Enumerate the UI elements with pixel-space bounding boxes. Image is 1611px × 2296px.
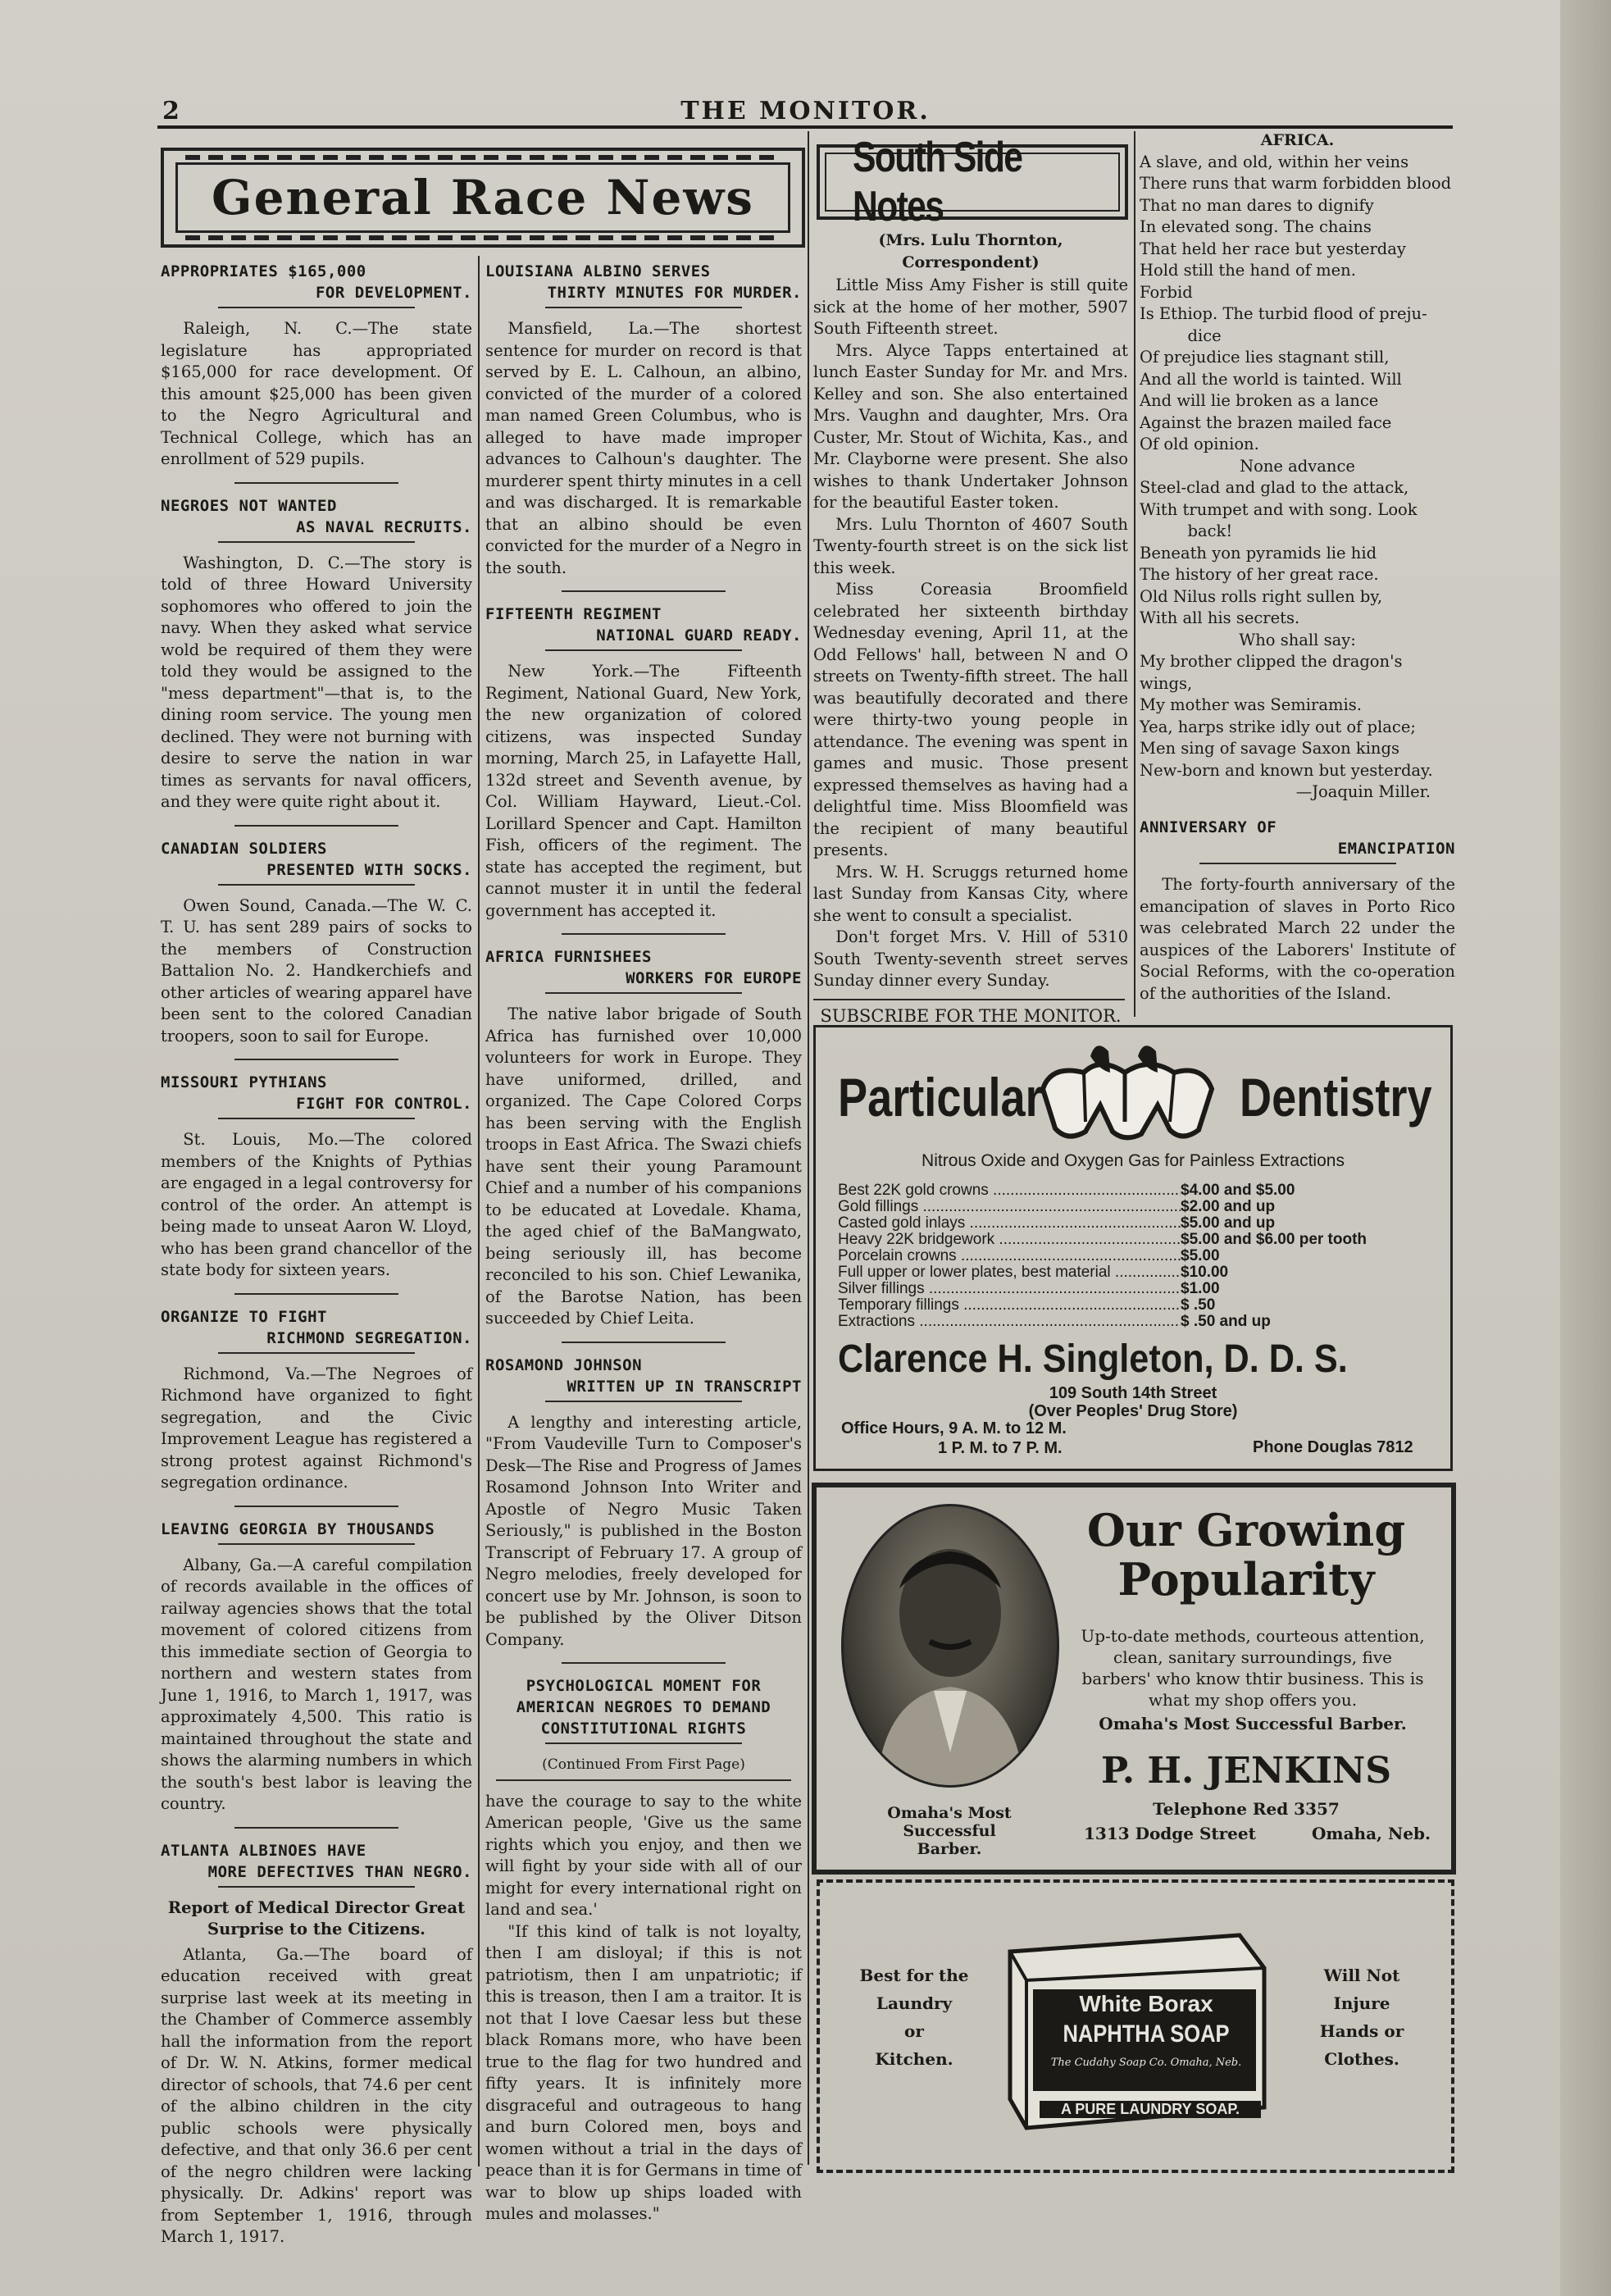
poem-line: Beneath yon pyramids lie hid — [1140, 543, 1377, 563]
headline-line-2: RICHMOND SEGREGATION. — [266, 1328, 472, 1347]
continued-rule — [496, 1779, 791, 1781]
column-rule-3 — [1134, 131, 1135, 1017]
price-row — [838, 1182, 1428, 1199]
headline-rule — [545, 307, 742, 308]
headline-line-2: THIRTY MINUTES FOR MURDER. — [547, 284, 802, 302]
banner-border-bottom — [185, 235, 780, 240]
price-item: Best 22K gold crowns ..... — [838, 1182, 1181, 1199]
article-paragraph: have the courage to say to the white American people, 'Give us the same rights which you enjoy, and then we will fight by your side with all of our might for every international right on land and sea.' — [485, 1791, 802, 1919]
poem-line: None advance — [1240, 456, 1355, 476]
headline-line-2: MORE DEFECTIVES THAN NEGRO. — [207, 1862, 472, 1881]
headline-line-1: ROSAMOND JOHNSON — [485, 1355, 643, 1374]
article-separator — [562, 933, 726, 935]
anniversary-article — [1140, 812, 1455, 1004]
barber-headline: Our Growing Popularity — [1086, 1504, 1406, 1606]
poem-line: —Joaquin Miller. — [1295, 782, 1431, 801]
soap-box — [994, 1919, 1281, 2140]
price-value: $5.00 — [1181, 1247, 1220, 1264]
poem-line: There runs that warm forbidden blood — [1140, 174, 1452, 193]
soap-ad-line: Laundry — [876, 1993, 953, 2013]
price-row — [838, 1199, 1428, 1215]
headline-rule — [218, 1543, 415, 1545]
article-headline — [485, 946, 802, 989]
poem-line: dice — [1187, 326, 1222, 345]
headline-line-1: LOUISIANA ALBINO SERVES — [485, 262, 711, 280]
price-item: Silver fillings ..... — [838, 1281, 1181, 1297]
poem-africa — [1140, 130, 1455, 804]
poem-line: With trumpet and with song. Look — [1140, 499, 1418, 519]
price-row — [838, 1232, 1428, 1248]
poem-title: AFRICA. — [1260, 131, 1335, 149]
poem-line: Steel-clad and glad to the attack, — [1140, 478, 1409, 497]
poem-line: With all his secrets. — [1140, 608, 1300, 627]
price-value: $1.00 — [1181, 1280, 1220, 1297]
price-value: $4.00 and $5.00 — [1181, 1182, 1295, 1199]
column-rule-2 — [808, 131, 809, 2165]
soap-ad-left-text — [844, 1961, 984, 2073]
headline-rule — [1199, 863, 1396, 864]
poem-line: And all the world is tainted. Will — [1140, 369, 1402, 389]
barber-city: Omaha, Neb. — [1312, 1824, 1431, 1843]
headline-rule — [218, 307, 415, 308]
price-item: Casted gold inlays ..... — [838, 1215, 1181, 1232]
headline-rule — [545, 649, 742, 651]
poem-line: A slave, and old, within her veins — [1140, 152, 1409, 171]
south-side-note: Miss Coreasia Broomfield celebrated her sixteenth birthday Wednesday evening, April 11, at the Odd Fellows' hall, between N and O streets on Twenty-fifth street. The hall was beautifully decorated and there were thirty-two young people in attendance. The evening was spent in games and music. Those present expressed themselves as having had a delightful time. Miss Bloomfield was the recipient of many beautiful presents. — [813, 580, 1128, 859]
article-headline — [161, 495, 472, 538]
poem-line: Who shall say: — [1239, 630, 1356, 649]
dentist-hours: Office Hours, 9 A. M. to 12 M. 1 P. M. to 7 P. M. — [841, 1419, 1067, 1457]
banner-border-top — [185, 155, 780, 160]
south-side-notes-inner — [825, 134, 1120, 230]
article-paragraph: The native labor brigade of South Africa has furnished over 10,000 volunteers for work in Europe. They have uniformed, drilled, and organized. The Cape Colored Corps has been serving with the English troops in East Africa. The Swazi chiefs have sent their young Paramount Chief and a number of his companions to be educated at Lovedale. Khama, the aged chief of the BaMangwato, being seriously ill, has become reconciled to his son. Chief Lewanika, of the Barotse Nation, has been succeeded by Chief Leita. — [485, 1004, 802, 1328]
price-row — [838, 1314, 1428, 1330]
article-paragraph: Albany, Ga.—A careful compilation of records available in the offices of railway agencies shows that the total movement of colored citizens from this immediate section of Georgia to northern and western states from June 1, 1916, to March 1, 1917, was approximately 4,500. This ratio is maintained throughout the state and shows the alarming numbers in which the south's best labor is leaving the country. — [161, 1555, 472, 1813]
article-headline — [161, 1306, 472, 1349]
headline-line-2: NATIONAL GUARD READY. — [596, 626, 802, 645]
price-row — [838, 1264, 1428, 1281]
south-side-note: Mrs. Alyce Tapps entertained at lunch Easter Sunday for Mr. and Mrs. Kelley and son. She also entertained Mrs. Vaughn and daughter, Mrs. Ora Custer, Mr. Stout of Wichita, Kas., and Mr. Clayborne were present. She also wishes to thank Undertaker Johnson for the beautiful Easter token. — [813, 340, 1128, 512]
price-item: Gold fillings ..... — [838, 1199, 1181, 1215]
page-edge-shadow — [1560, 0, 1611, 2296]
headline-line-2: PRESENTED WITH SOCKS. — [266, 860, 472, 879]
south-side-notes-box — [817, 134, 1128, 230]
article-paragraph: New York.—The Fifteenth Regiment, National Guard, New York, the new organization of colored citizens, was inspected Sunday morning, March 25, in Lafayette Hall, 132d street and Seventh avenue, by Col. William Hayward, Lieut.-Col. Lorillard Spencer and Capt. Hamilton Fish, officers of the regiment. The state has accepted the regiment, but cannot muster it in until the federal government has accepted it. — [485, 662, 802, 920]
news-column-2 — [485, 256, 802, 2225]
article-paragraph: "If this kind of talk is not loyalty, then I am disloyal; if this is not patriotism, then I am unpatriotic; if this is treason, then I am a traitor. It is not that I love Caesar less but these black Romans more, who have been true to the flag for two hundred and fifty years. It is infinitely more disgraceful and outrageous to hang and burn Colored men, boys and women without a trial in the days of peace than it is for Germans in time of war to blow up ships loaded with mules and molasses." — [485, 1921, 802, 2223]
barber-portrait — [841, 1504, 1059, 1788]
dentistry-price-list — [838, 1182, 1428, 1330]
south-side-byline: (Mrs. Lulu Thornton, Correspondent) — [878, 231, 1063, 271]
article-separator — [234, 825, 398, 827]
soap-ad-line: or — [904, 2021, 924, 2041]
price-row — [838, 1297, 1428, 1314]
headline-rule — [218, 541, 415, 543]
teeth-icon — [1035, 1040, 1220, 1146]
poem-line: And will lie broken as a lance — [1140, 391, 1379, 410]
banner-inner — [175, 162, 790, 233]
barber-body: Up-to-date methods, courteous attention, clean, sanitary surroundings, five barbers' who know thtir business. This is what my shop offers you. — [1081, 1626, 1425, 1710]
article-paragraph: Owen Sound, Canada.—The W. C. T. U. has sent 289 pairs of socks to the members of Construction Battalion No. 2. Handkerchiefs and other articles of wearing apparel have been sent to the colored Canadian troopers, soon to sail for Europe. — [161, 895, 472, 1046]
price-value: $ .50 and up — [1181, 1313, 1271, 1330]
masthead-rule — [157, 125, 1453, 129]
portrait-caption: Omaha's Most Successful Barber. — [887, 1804, 1012, 1858]
headline-line-2: WORKERS FOR EUROPE — [626, 969, 802, 987]
article-paragraph: Atlanta, Ga.—The board of education received with great surprise last week at its meeting in the Chamber of Commerce assembly hall the information from the report of Dr. W. N. Atkins, former medical director of schools, that 74.6 per cent of the albino children in the city public schools were physically defective, and that only 36.6 per cent of the negro children were lacking physically. Dr. Adkins' report was from September 1, 1916, through March 1, 1917. — [161, 1944, 472, 2246]
headline-line-2: FIGHT FOR CONTROL. — [296, 1095, 472, 1113]
soap-band: A PURE LAUNDRY SOAP. — [1040, 2101, 1261, 2118]
anniversary-body: The forty-fourth anniversary of the emancipation of slaves in Porto Rico was celebrated March 22 under the auspices of the Laborers' Institute of Social Reforms, with the co-operation of the authorities of the Island. — [1140, 875, 1455, 1003]
poem-line: My mother was Semiramis. — [1140, 695, 1362, 714]
headline-line-1: PSYCHOLOGICAL MOMENT FOR — [526, 1677, 762, 1695]
price-item: Extractions ..... — [838, 1314, 1181, 1330]
article-headline — [485, 261, 802, 303]
poem-line: Old Nilus rolls right sullen by, — [1140, 586, 1383, 606]
article-separator — [234, 482, 398, 484]
poem-line: Yea, harps strike idly out of place; — [1140, 717, 1416, 736]
article-separator — [234, 1059, 398, 1060]
price-item: Porcelain crowns ..... — [838, 1248, 1181, 1264]
dentistry-title-left: Particular — [838, 1067, 1043, 1128]
headline-line-1: ORGANIZE TO FIGHT — [161, 1307, 327, 1326]
article-paragraph: Raleigh, N. C.—The state legislature has appropriated $165,000 for race development. Of this amount $25,000 has been given to the Negro Agricultural and Technical College, which has an enrollment of 529 pupils. — [161, 319, 472, 468]
page-number: 2 — [162, 97, 180, 125]
soap-ad-line: Injure — [1333, 1993, 1390, 2013]
article-separator — [562, 1342, 726, 1343]
soap-ad-line: Will Not — [1323, 1966, 1400, 1985]
south-side-note: Don't forget Mrs. V. Hill of 5310 South Twenty-seventh street serves Sunday dinner every Sunday. — [813, 927, 1128, 990]
headline-line-2: AMERICAN NEGROES TO DEMAND CONSTITUTIONAL RIGHTS — [516, 1698, 771, 1738]
dentist-name: Clarence H. Singleton, D. D. S. — [838, 1337, 1348, 1381]
headline-line-1: AFRICA FURNISHEES — [485, 948, 652, 966]
poem-line: Hold still the hand of men. — [1140, 261, 1356, 280]
continued-note: (Continued From First Page) — [542, 1756, 745, 1773]
soap-maker: The Cudahy Soap Co. Omaha, Neb. — [1050, 2057, 1242, 2069]
subscribe-line: SUBSCRIBE FOR THE MONITOR. — [820, 1005, 1122, 1026]
price-row — [838, 1281, 1428, 1297]
price-row — [838, 1215, 1428, 1232]
poem-line: Forbid — [1140, 282, 1193, 302]
article-separator — [234, 1827, 398, 1829]
headline-line-2: FOR DEVELOPMENT. — [315, 284, 472, 302]
article-headline — [161, 261, 472, 303]
price-item: Heavy 22K bridgework ..... — [838, 1232, 1181, 1248]
article-paragraph: Richmond, Va.—The Negroes of Richmond have organized to fight segregation, and the Civic Improvement League has registered a strong protest against Richmond's segregation ordinance. — [161, 1364, 472, 1492]
poem-line: Of old opinion. — [1140, 435, 1259, 453]
dentist-phone: Phone Douglas 7812 — [1253, 1438, 1413, 1456]
soap-brand-line1: White Borax — [1079, 1991, 1213, 2016]
poem-line: In elevated song. The chains — [1140, 217, 1372, 236]
headline-rule — [218, 1352, 415, 1354]
article-separator — [562, 590, 726, 592]
barber-address: 1313 Dodge Street — [1084, 1824, 1256, 1843]
poem-line: Men sing of savage Saxon kings — [1140, 739, 1399, 758]
article-separator — [562, 1662, 726, 1664]
poem-line: back! — [1187, 522, 1233, 540]
article-separator — [234, 1293, 398, 1295]
headline-rule — [218, 1118, 415, 1119]
headline-rule — [545, 1401, 742, 1402]
poem-line: My brother clipped the dragon's wings, — [1140, 652, 1403, 693]
soap-ad-line: Hands or — [1319, 2021, 1404, 2041]
article-subhead: Report of Medical Director Great Surprise to the Citizens. — [167, 1897, 466, 1938]
article-headline — [161, 1072, 472, 1114]
poem-line: Of prejudice lies stagnant still, — [1140, 348, 1390, 367]
south-side-note: Little Miss Amy Fisher is still quite sick at the home of her mother, 5907 South Fifteenth street. — [813, 276, 1128, 338]
dentist-address: 109 South 14th Street (Over Peoples' Drug Store) — [1028, 1384, 1238, 1420]
article-separator — [234, 1506, 398, 1507]
price-value: $5.00 and up — [1181, 1214, 1276, 1232]
headline-rule — [545, 992, 742, 994]
south-side-note: Mrs. Lulu Thornton of 4607 South Twenty-fourth street is on the sick list this week. — [813, 514, 1128, 577]
headline-line-1: APPROPRIATES $165,000 — [161, 262, 366, 280]
headline-line-2: WRITTEN UP IN TRANSCRIPT — [567, 1377, 802, 1396]
poem-line: The history of her great race. — [1140, 565, 1379, 584]
price-value: $2.00 and up — [1181, 1198, 1276, 1215]
south-side-rule — [813, 999, 1125, 1000]
article-paragraph: St. Louis, Mo.—The colored members of the Knights of Pythias are engaged in a legal controversy for control of the order. An attempt is being made to unseat Aaron W. Lloyd, who has been grand chancellor of the state body for sixteen years. — [161, 1130, 472, 1279]
headline-line-2: AS NAVAL RECRUITS. — [296, 517, 472, 536]
dentistry-title-right: Dentistry — [1240, 1067, 1432, 1128]
headline-line-1: LEAVING GEORGIA BY THOUSANDS — [161, 1519, 435, 1538]
headline-line-1: NEGROES NOT WANTED — [161, 496, 337, 515]
article-headline — [485, 1675, 802, 1739]
soap-brand-line2: NAPHTHA SOAP — [1063, 2020, 1230, 2048]
masthead-title: THE MONITOR. — [680, 97, 931, 125]
poem-line: New-born and known but yesterday. — [1140, 760, 1433, 780]
section-banner — [161, 148, 805, 248]
headline-line-1: MISSOURI PYTHIANS — [161, 1073, 327, 1091]
price-value: $ .50 — [1181, 1296, 1216, 1314]
headline-rule — [218, 1886, 415, 1888]
headline-line-1: FIFTEENTH REGIMENT — [485, 605, 662, 623]
article-headline — [161, 1519, 472, 1540]
poem-line: That held her race but yesterday — [1140, 239, 1406, 258]
headline-line-1: CANADIAN SOLDIERS — [161, 839, 327, 858]
article-headline — [485, 1355, 802, 1397]
barber-tagline: Omaha's Most Successful Barber. — [1099, 1714, 1407, 1733]
article-headline — [161, 838, 472, 881]
article-paragraph: A lengthy and interesting article, "From Vaudeville Turn to Composer's Desk—The Rise and Progress of James Rosamond Johnson Into Writer and Apostle of Negro Music Taken Seriously," is published in the Boston Transcript of February 17. A group of Negro melodies, freely developed for concert use by Mr. Johnson, is soon to be published by the Oliver Ditson Company. — [485, 1412, 802, 1649]
dentistry-tagline: Nitrous Oxide and Oxygen Gas for Painless Extractions — [922, 1151, 1345, 1170]
article-headline — [485, 604, 802, 646]
price-item: Full upper or lower plates, best material ..... — [838, 1264, 1181, 1281]
price-value: $10.00 — [1181, 1264, 1229, 1281]
barber-phone: Telephone Red 3357 — [1153, 1799, 1340, 1819]
headline-rule — [218, 884, 415, 886]
south-side-notes-title: South Side Notes — [853, 134, 1022, 230]
soap-ad-line: Clothes. — [1324, 2049, 1399, 2069]
price-row — [838, 1248, 1428, 1264]
article-paragraph: Mansfield, La.—The shortest sentence for murder on record is that served by E. L. Calhoun, an albino, convicted of the murder of a colored man named Green Columbus, who is alleged to have made improper advances to Calhoun's daughter. The murderer spent thirty minutes in a cell and was discharged. It is remarkable that an albino should be even convicted for the murder of a Negro in the south. — [485, 319, 802, 577]
portrait-silhouette — [844, 1506, 1057, 1785]
price-item: Temporary fillings ..... — [838, 1297, 1181, 1314]
banner-title: General Race News — [212, 170, 754, 226]
headline-line-1: ATLANTA ALBINOES HAVE — [161, 1841, 366, 1860]
poem-line: Against the brazen mailed face — [1140, 412, 1392, 432]
south-side-notes-column — [813, 226, 1128, 1027]
news-column-1 — [161, 256, 472, 2248]
soap-ad-line: Best for the — [859, 1966, 969, 1985]
poem-line: Is Ethiop. The turbid flood of preju- — [1140, 304, 1427, 323]
south-side-note: Mrs. W. H. Scruggs returned home last Sunday from Kansas City, where she went to consult a specialist. — [813, 862, 1128, 925]
column-rule-1 — [478, 256, 480, 2166]
soap-ad-right-text — [1292, 1961, 1431, 2073]
anniversary-headline: ANNIVERSARY OF EMANCIPATION — [1140, 818, 1455, 858]
poem-line: That no man dares to dignify — [1140, 195, 1374, 215]
soap-ad-line: Kitchen. — [875, 2049, 953, 2069]
barber-name: P. H. JENKINS — [1100, 1750, 1392, 1792]
price-value: $5.00 and $6.00 per tooth — [1181, 1231, 1368, 1248]
article-paragraph: Washington, D. C.—The story is told of three Howard University sophomores who offered to join the navy. When they asked what service wold be required of them they were told they would be assigned to the "mess department"—that is, to the dining room service. The young men declined. They were not burning with desire to serve the nation in war times as servants for naval officers, and they were quite right about it. — [161, 553, 472, 811]
article-headline — [161, 1840, 472, 1883]
headline-rule — [545, 1742, 742, 1744]
